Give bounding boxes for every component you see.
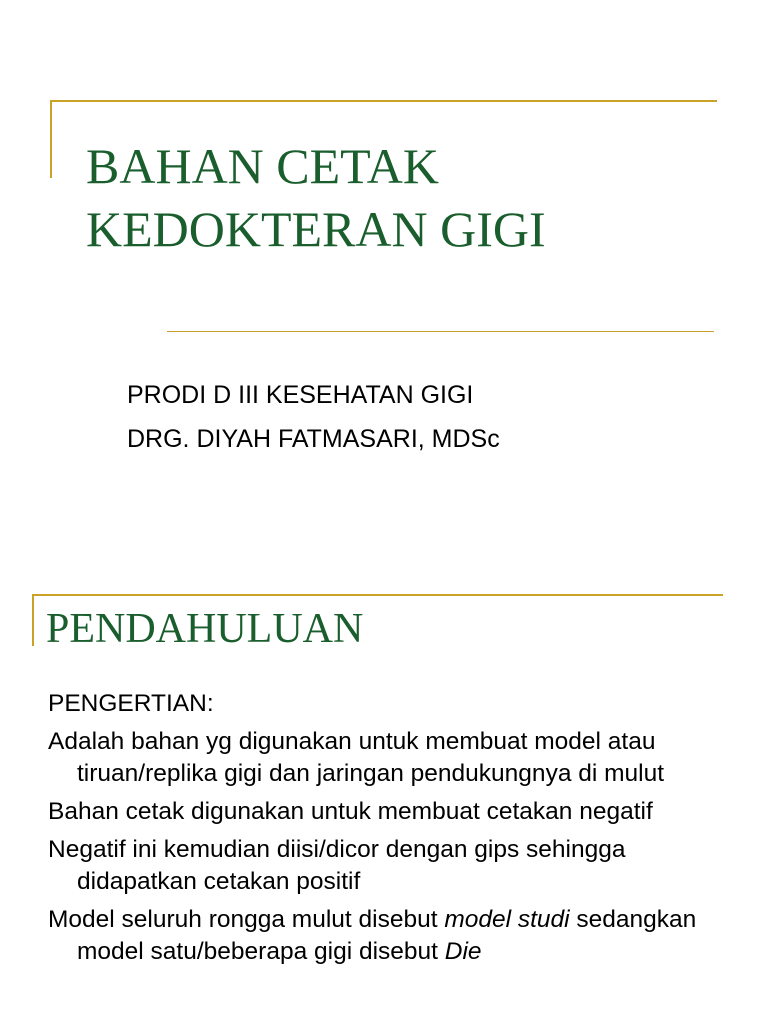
title-line-1: BAHAN CETAK <box>86 138 439 194</box>
model-text: Model seluruh rongga mulut disebut <box>48 906 445 933</box>
title-divider-line <box>167 331 714 332</box>
slide-title-heading <box>86 135 546 261</box>
top-accent-line <box>50 100 717 102</box>
top-accent-line <box>32 594 723 596</box>
paragraph-negative: Negatif ini kemudian diisi/dicor dengan gips sehingga didapatkan cetakan positif <box>48 836 626 895</box>
section-title: PENDAHULUAN <box>46 606 364 652</box>
subtitle-author: DRG. DIYAH FATMASARI, MDSc <box>127 425 500 453</box>
left-accent-line <box>50 100 52 178</box>
model-studi-term: model studi <box>444 906 570 933</box>
paragraph-model <box>48 904 718 968</box>
model-text-cont: sedangkan model satu/beberapa gigi disebut <box>77 906 697 965</box>
die-term: Die <box>444 938 482 965</box>
paragraph-usage: Bahan cetak digunakan untuk membuat cetakan negatif <box>48 798 653 825</box>
slide-pendahuluan <box>0 580 768 1024</box>
body-text <box>48 688 718 974</box>
subtitle-program: PRODI D III KESEHATAN GIGI <box>127 381 474 409</box>
paragraph-heading: PENGERTIAN: <box>48 690 214 717</box>
paragraph-definition: Adalah bahan yg digunakan untuk membuat model atau tiruan/replika gigi dan jaringan pendukungnya di mulut <box>48 728 665 787</box>
left-accent-line <box>32 594 34 646</box>
title-line-2: KEDOKTERAN GIGI <box>86 201 546 257</box>
